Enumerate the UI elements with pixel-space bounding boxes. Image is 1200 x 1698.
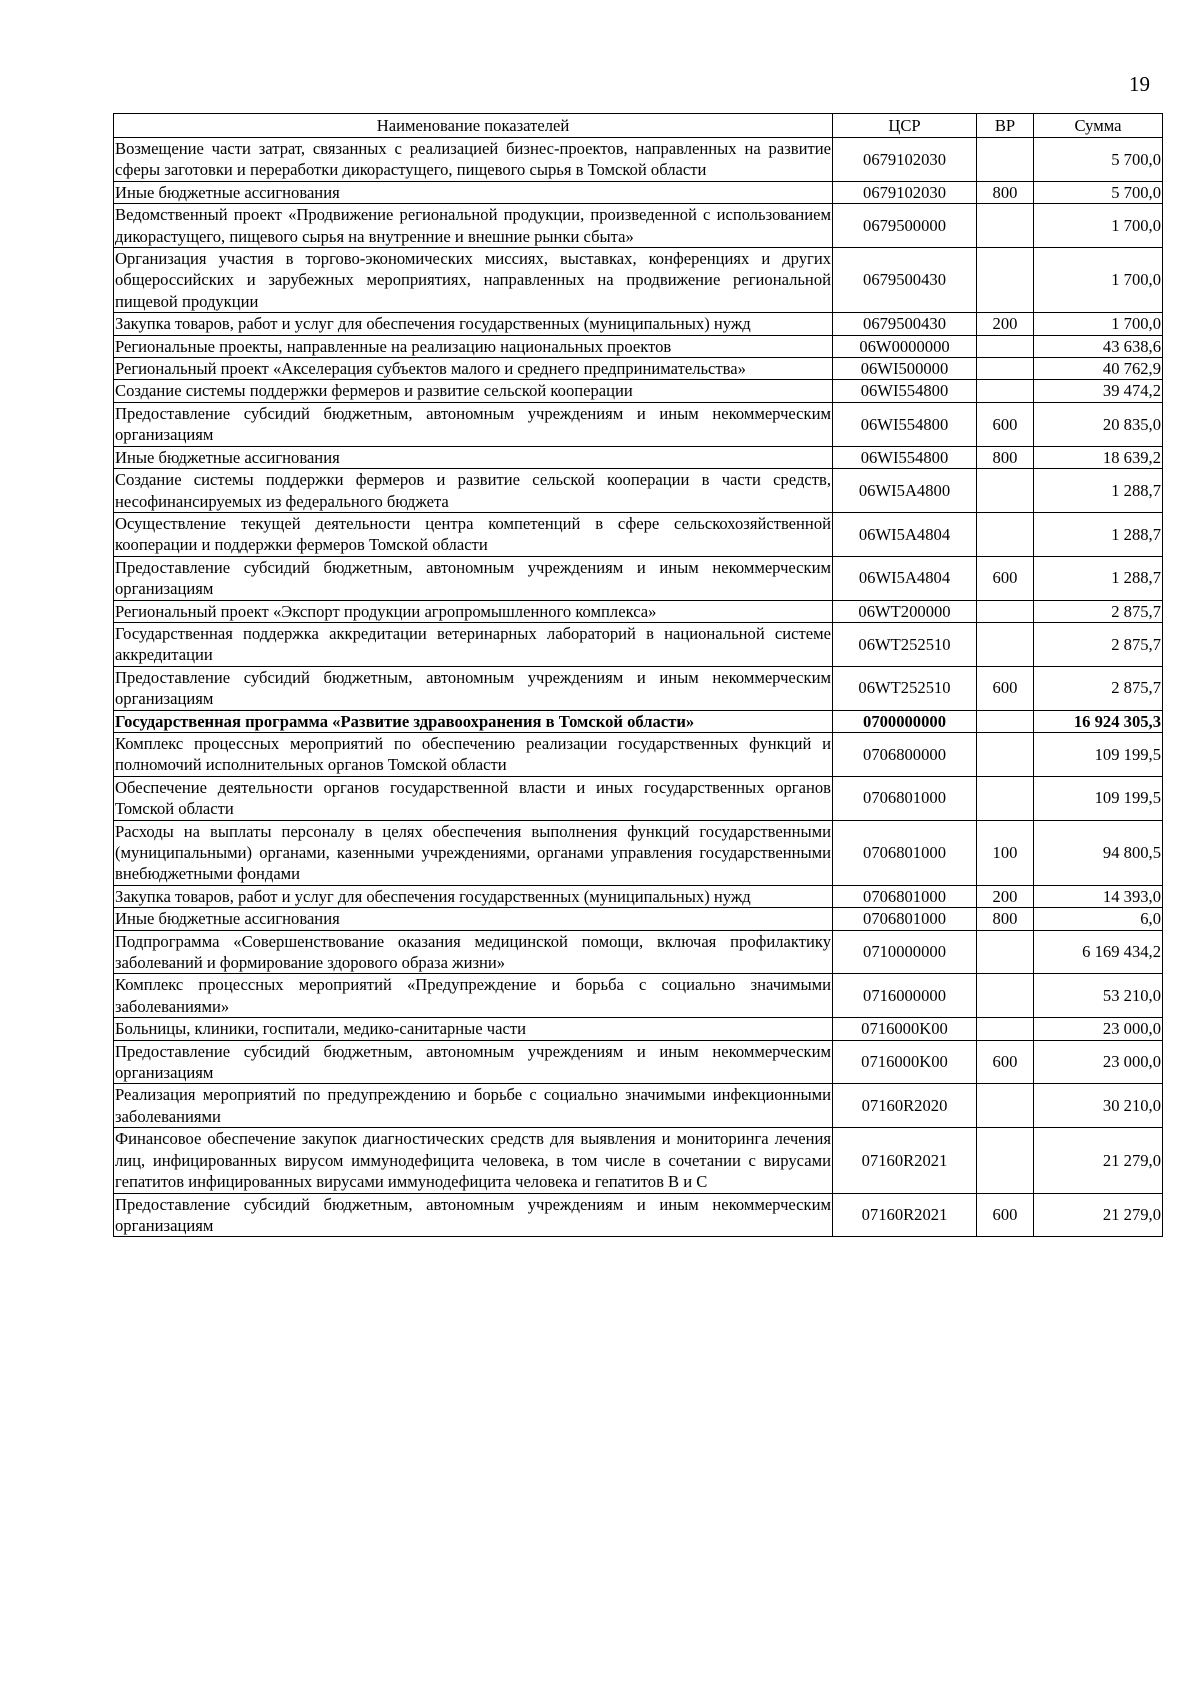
row-csr-cell: 0679500430 — [833, 248, 977, 313]
row-name-cell: Закупка товаров, работ и услуг для обеспечения государственных (муниципальных) нужд — [114, 885, 833, 907]
row-csr-cell: 0679500430 — [833, 313, 977, 335]
row-vr-cell: 600 — [977, 1193, 1034, 1237]
row-name-cell: Предоставление субсидий бюджетным, автономным учреждениям и иным некоммерческим организациям — [115, 667, 831, 709]
row-name-cell: Финансовое обеспечение закупок диагностических средств для выявления и мониторинга лечения лиц, инфицированных вирусом иммунодефицита человека, в том числе в сочетании с вирусами гепатитов инфицированных вирусами иммунодефицита человека и гепатитов B и C — [115, 1129, 831, 1192]
row-csr-cell: 0710000000 — [833, 930, 977, 974]
row-csr-cell: 06WI5A4804 — [833, 556, 977, 600]
row-sum-cell: 21 279,0 — [1034, 1128, 1163, 1193]
table-row — [114, 335, 1163, 357]
row-csr-cell: 0706800000 — [833, 732, 977, 776]
table-row — [114, 776, 1163, 820]
row-sum-cell: 5 700,0 — [1034, 138, 1163, 182]
row-vr-cell — [977, 1084, 1034, 1128]
row-vr-cell — [977, 248, 1034, 313]
row-vr-cell — [977, 138, 1034, 182]
table-row — [114, 181, 1163, 203]
row-vr-cell — [977, 204, 1034, 248]
row-name-cell: Создание системы поддержки фермеров и развитие сельской кооперации в части средств, несофинансируемых из федерального бюджета — [115, 470, 831, 511]
row-csr-cell: 0679102030 — [833, 138, 977, 182]
table-row — [114, 600, 1163, 622]
row-name-cell: Реализация мероприятий по предупреждению и борьбе с социально значимыми инфекционными заболеваниями — [115, 1085, 831, 1126]
table-row — [114, 666, 1163, 710]
row-csr-cell: 06WT252510 — [833, 622, 977, 666]
row-name-cell: Обеспечение деятельности органов государственной власти и иных государственных органов Томской области — [115, 777, 831, 819]
row-vr-cell — [977, 358, 1034, 380]
row-name-cell: Иные бюджетные ассигнования — [114, 446, 833, 468]
row-name-cell: Предоставление субсидий бюджетным, автономным учреждениям и иным некоммерческим организациям — [115, 557, 831, 599]
row-vr-cell: 600 — [977, 1040, 1034, 1084]
row-csr-cell: 0716000K00 — [833, 1018, 977, 1040]
row-name-cell: Подпрограмма «Совершенствование оказания медицинской помощи, включая профилактику заболеваний и формирование здорового образа жизни» — [115, 931, 831, 973]
table-row — [114, 1193, 1163, 1237]
row-vr-cell — [977, 600, 1034, 622]
row-name-cell: Комплекс процессных мероприятий «Предупреждение и борьба с социально значимыми заболеваниями» — [115, 975, 831, 1016]
row-sum-cell: 16 924 305,3 — [1034, 710, 1163, 732]
table-row — [114, 248, 1163, 313]
row-csr-cell: 06WI554800 — [833, 380, 977, 402]
row-name-cell: Предоставление субсидий бюджетным, автономным учреждениям и иным некоммерческим организациям — [115, 1041, 831, 1083]
row-vr-cell: 800 — [977, 446, 1034, 468]
table-row — [114, 313, 1163, 335]
row-csr-cell: 0706801000 — [833, 776, 977, 820]
row-sum-cell: 53 210,0 — [1034, 974, 1163, 1018]
row-csr-cell: 0706801000 — [833, 908, 977, 930]
row-name-cell: Предоставление субсидий бюджетным, автономным учреждениям и иным некоммерческим организациям — [115, 403, 831, 445]
row-sum-cell: 20 835,0 — [1034, 402, 1163, 446]
row-vr-cell: 600 — [977, 402, 1034, 446]
row-vr-cell: 100 — [977, 820, 1034, 885]
row-vr-cell — [977, 930, 1034, 974]
table-row — [114, 1128, 1163, 1193]
row-csr-cell: 06W0000000 — [833, 335, 977, 357]
row-csr-cell: 0706801000 — [833, 885, 977, 907]
table-row — [114, 446, 1163, 468]
row-name-cell: Больницы, клиники, госпитали, медико-санитарные части — [114, 1018, 833, 1040]
row-sum-cell: 1 700,0 — [1034, 248, 1163, 313]
row-sum-cell: 109 199,5 — [1034, 732, 1163, 776]
row-sum-cell: 2 875,7 — [1034, 600, 1163, 622]
row-vr-cell — [977, 469, 1034, 513]
row-vr-cell — [977, 1128, 1034, 1193]
row-vr-cell — [977, 776, 1034, 820]
table-row — [114, 358, 1163, 380]
page-number: 19 — [1129, 72, 1150, 96]
row-csr-cell: 0679102030 — [833, 181, 977, 203]
row-vr-cell: 600 — [977, 556, 1034, 600]
row-name-cell: Государственная поддержка аккредитации ветеринарных лабораторий в национальной системе аккредитации — [115, 623, 831, 665]
row-sum-cell: 6,0 — [1034, 908, 1163, 930]
table-row — [114, 930, 1163, 974]
row-vr-cell: 800 — [977, 908, 1034, 930]
row-name-cell: Расходы на выплаты персоналу в целях обеспечения выполнения функций государственными (муниципальными) органами, казенными учреждениями, органами управления государственными внебюджетными фондами — [115, 821, 831, 884]
row-csr-cell: 07160R2021 — [833, 1193, 977, 1237]
table-row — [114, 974, 1163, 1018]
row-sum-cell: 6 169 434,2 — [1034, 930, 1163, 974]
row-vr-cell — [977, 380, 1034, 402]
row-csr-cell: 0716000K00 — [833, 1040, 977, 1084]
row-name-cell: Возмещение части затрат, связанных с реализацией бизнес-проектов, направленных на развитие сферы заготовки и переработки дикорастущего, пищевого сырья в Томской области — [115, 139, 831, 180]
row-sum-cell: 43 638,6 — [1034, 335, 1163, 357]
row-csr-cell: 06WI500000 — [833, 358, 977, 380]
header-name: Наименование показателей — [114, 114, 833, 138]
row-sum-cell: 1 288,7 — [1034, 512, 1163, 556]
table-row — [114, 908, 1163, 930]
budget-table — [113, 113, 1163, 1237]
table-row — [114, 732, 1163, 776]
row-sum-cell: 109 199,5 — [1034, 776, 1163, 820]
header-sum: Сумма — [1034, 114, 1163, 138]
row-sum-cell: 1 288,7 — [1034, 556, 1163, 600]
row-csr-cell: 0716000000 — [833, 974, 977, 1018]
table-row — [114, 820, 1163, 885]
row-sum-cell: 14 393,0 — [1034, 885, 1163, 907]
row-sum-cell: 2 875,7 — [1034, 666, 1163, 710]
row-sum-cell: 39 474,2 — [1034, 380, 1163, 402]
row-vr-cell — [977, 512, 1034, 556]
row-sum-cell: 1 700,0 — [1034, 313, 1163, 335]
row-csr-cell: 0700000000 — [833, 710, 977, 732]
table-row — [114, 138, 1163, 182]
row-csr-cell: 06WI554800 — [833, 402, 977, 446]
row-sum-cell: 94 800,5 — [1034, 820, 1163, 885]
row-csr-cell: 06WT252510 — [833, 666, 977, 710]
header-csr: ЦСР — [833, 114, 977, 138]
row-csr-cell: 07160R2021 — [833, 1128, 977, 1193]
row-name-cell: Региональный проект «Экспорт продукции агропромышленного комплекса» — [114, 600, 833, 622]
row-sum-cell: 30 210,0 — [1034, 1084, 1163, 1128]
row-vr-cell — [977, 974, 1034, 1018]
table-row — [114, 885, 1163, 907]
row-sum-cell: 2 875,7 — [1034, 622, 1163, 666]
row-name-cell: Предоставление субсидий бюджетным, автономным учреждениям и иным некоммерческим организациям — [115, 1194, 831, 1235]
row-vr-cell — [977, 710, 1034, 732]
row-name-cell: Ведомственный проект «Продвижение региональной продукции, произведенной с использованием дикорастущего, пищевого сырья на внутренние и внешние рынки сбыта» — [115, 205, 831, 246]
table-row — [114, 556, 1163, 600]
row-csr-cell: 06WT200000 — [833, 600, 977, 622]
row-vr-cell — [977, 732, 1034, 776]
row-name-cell: Организация участия в торгово-экономических миссиях, выставках, конференциях и других общероссийских и зарубежных мероприятиях, направленных на продвижение региональной пищевой продукции — [115, 249, 831, 311]
row-vr-cell: 600 — [977, 666, 1034, 710]
table-row — [114, 512, 1163, 556]
row-csr-cell: 06WI5A4800 — [833, 469, 977, 513]
row-sum-cell: 40 762,9 — [1034, 358, 1163, 380]
row-sum-cell: 23 000,0 — [1034, 1040, 1163, 1084]
table-row — [114, 1018, 1163, 1040]
row-csr-cell: 06WI5A4804 — [833, 512, 977, 556]
row-vr-cell: 200 — [977, 885, 1034, 907]
row-sum-cell: 21 279,0 — [1034, 1193, 1163, 1237]
table-row — [114, 380, 1163, 402]
table-row — [114, 710, 1163, 732]
row-name-cell: Иные бюджетные ассигнования — [114, 181, 833, 203]
row-name-cell: Комплекс процессных мероприятий по обеспечению реализации государственных функций и полномочий исполнительных органов Томской области — [115, 733, 831, 775]
row-csr-cell: 0679500000 — [833, 204, 977, 248]
header-vr: ВР — [977, 114, 1034, 138]
row-sum-cell: 23 000,0 — [1034, 1018, 1163, 1040]
row-vr-cell — [977, 622, 1034, 666]
row-sum-cell: 1 288,7 — [1034, 469, 1163, 513]
table-row — [114, 1040, 1163, 1084]
row-vr-cell — [977, 335, 1034, 357]
table-row — [114, 469, 1163, 513]
row-name-cell: Государственная программа «Развитие здравоохранения в Томской области» — [114, 710, 833, 732]
row-name-cell: Создание системы поддержки фермеров и развитие сельской кооперации — [114, 380, 833, 402]
table-header-row — [114, 114, 1163, 138]
row-name-cell: Региональный проект «Акселерация субъектов малого и среднего предпринимательства» — [114, 358, 833, 380]
row-name-cell: Осуществление текущей деятельности центра компетенций в сфере сельскохозяйственной кооперации и поддержки фермеров Томской области — [115, 513, 831, 555]
row-name-cell: Региональные проекты, направленные на реализацию национальных проектов — [114, 335, 833, 357]
row-csr-cell: 0706801000 — [833, 820, 977, 885]
row-vr-cell: 800 — [977, 181, 1034, 203]
row-vr-cell — [977, 1018, 1034, 1040]
row-sum-cell: 18 639,2 — [1034, 446, 1163, 468]
table-row — [114, 1084, 1163, 1128]
row-name-cell: Закупка товаров, работ и услуг для обеспечения государственных (муниципальных) нужд — [114, 313, 833, 335]
row-name-cell: Иные бюджетные ассигнования — [114, 908, 833, 930]
table-body — [114, 138, 1163, 1237]
row-csr-cell: 06WI554800 — [833, 446, 977, 468]
row-vr-cell: 200 — [977, 313, 1034, 335]
table-row — [114, 622, 1163, 666]
row-csr-cell: 07160R2020 — [833, 1084, 977, 1128]
table-row — [114, 402, 1163, 446]
row-sum-cell: 1 700,0 — [1034, 204, 1163, 248]
row-sum-cell: 5 700,0 — [1034, 181, 1163, 203]
table-row — [114, 204, 1163, 248]
